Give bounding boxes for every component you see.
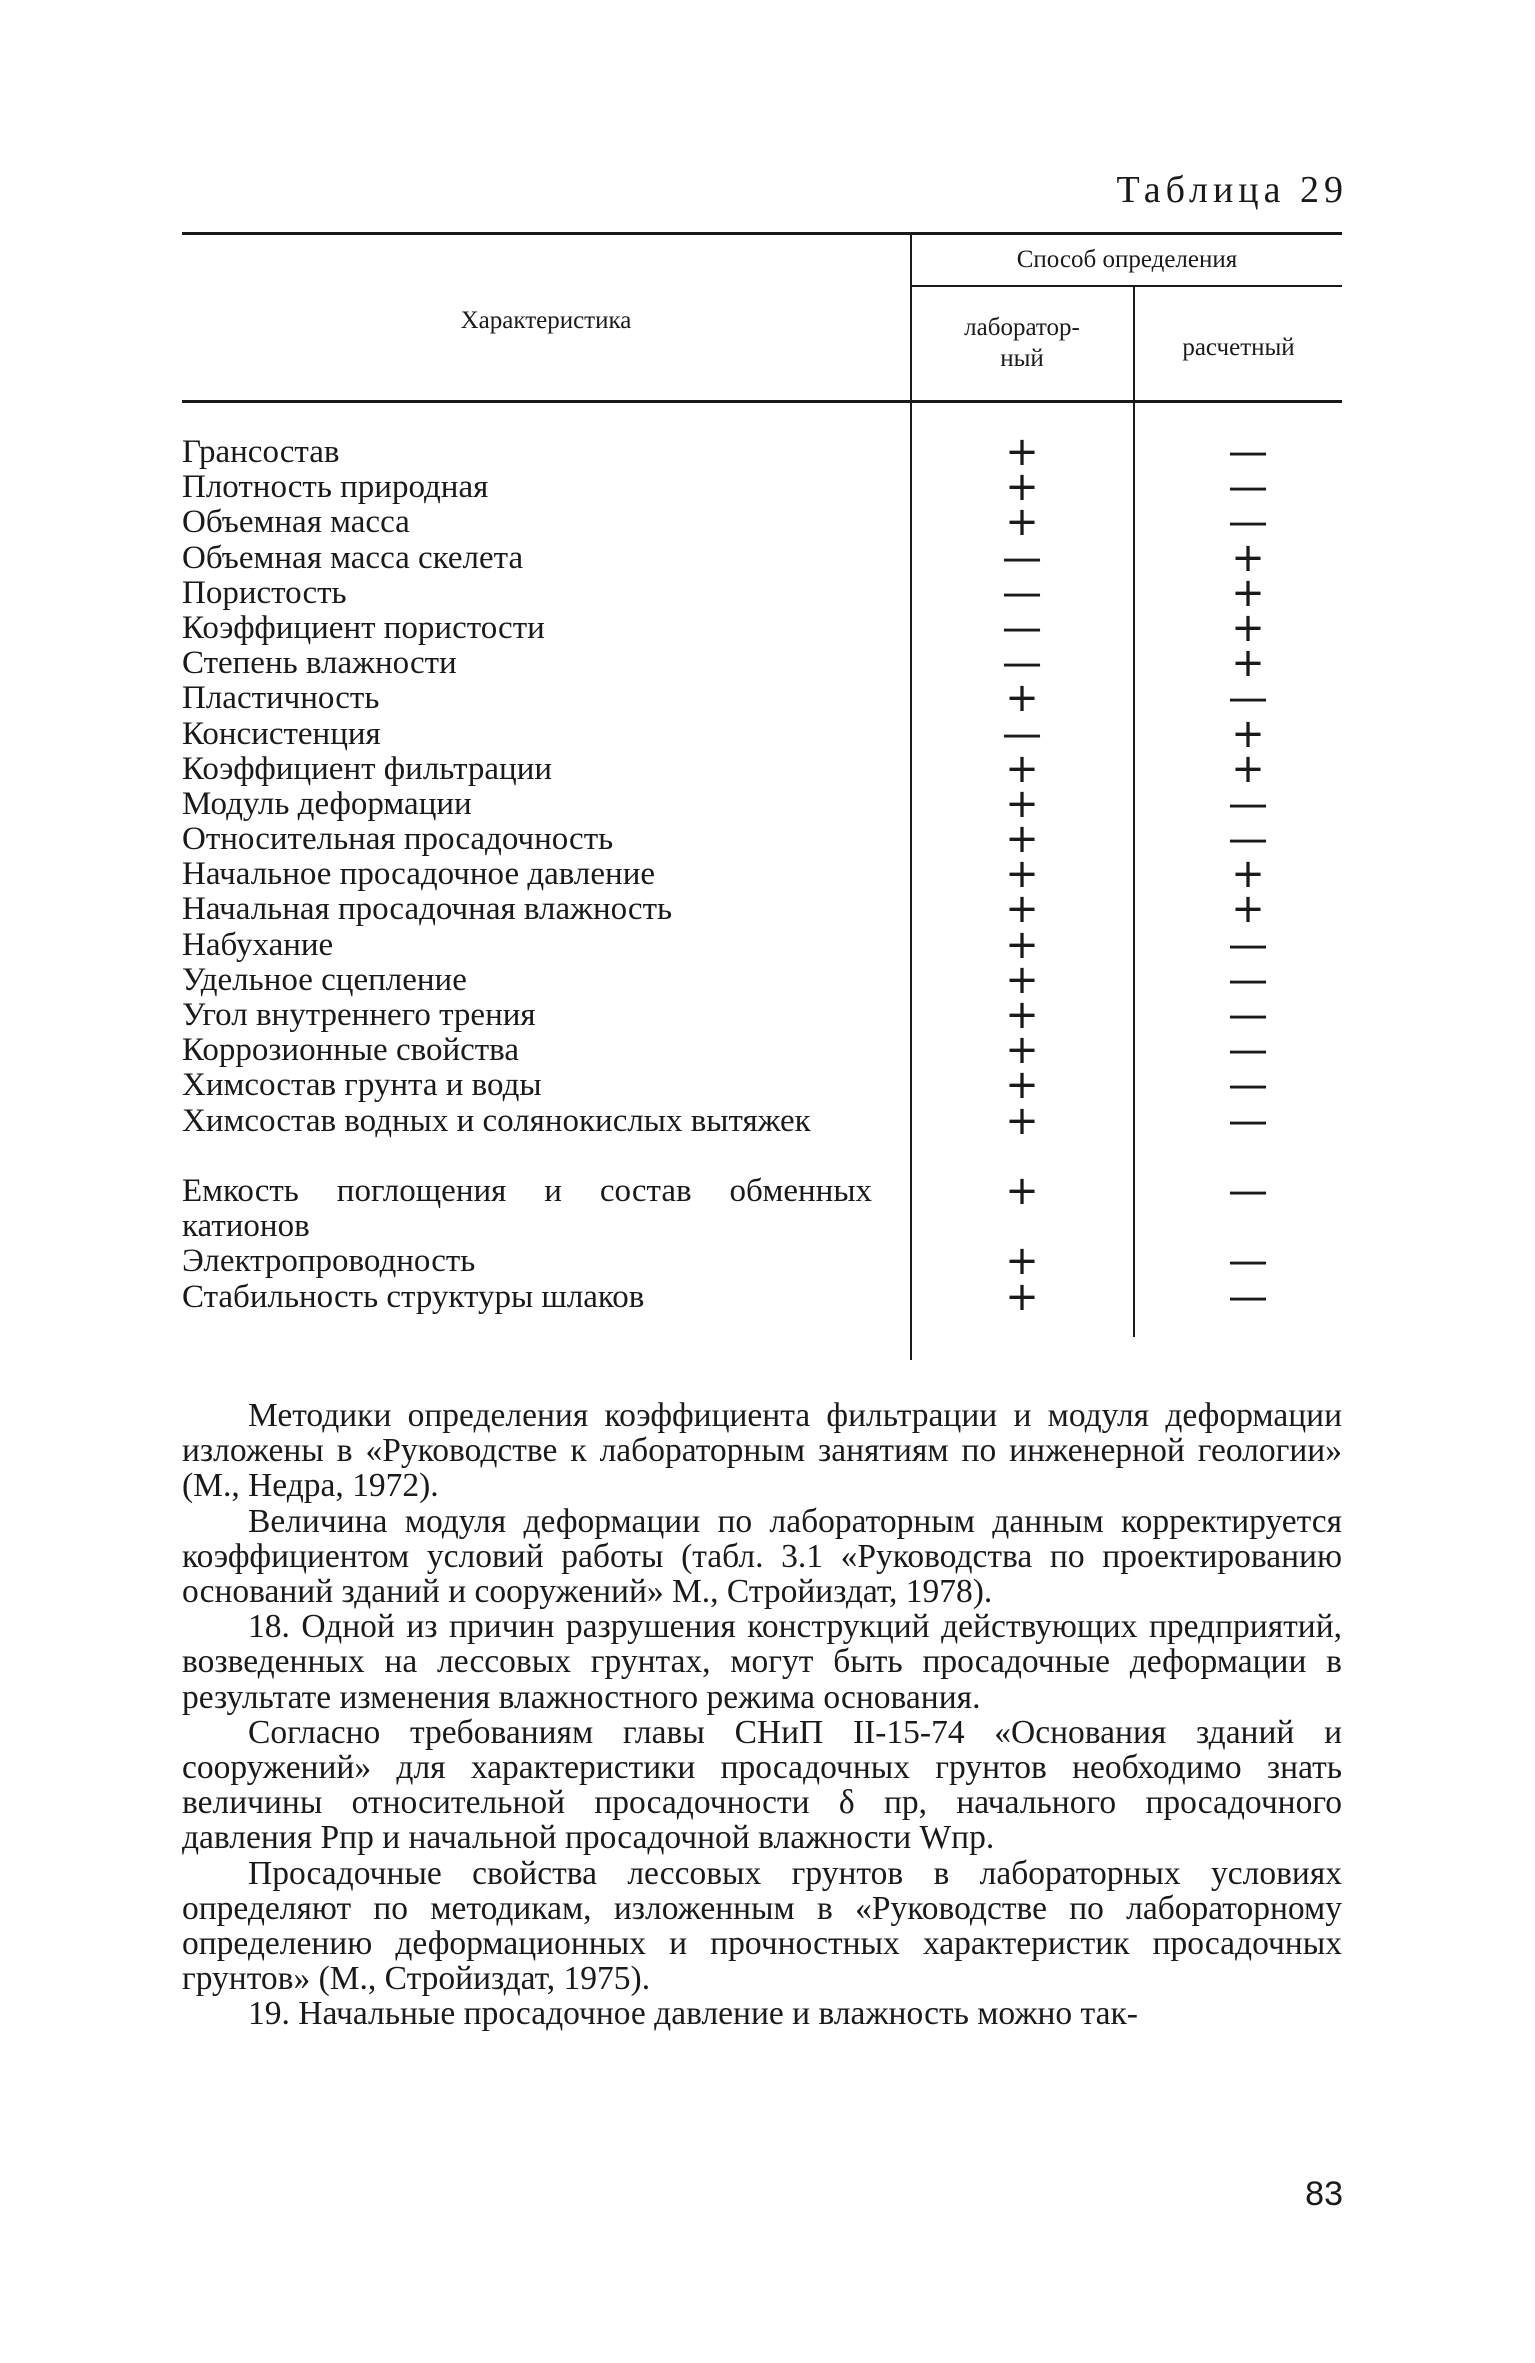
- calc-mark: —: [1228, 1097, 1268, 1144]
- row-name: Набухание: [182, 926, 334, 963]
- table-row: [182, 1027, 1342, 1074]
- table-row: [182, 956, 1342, 1003]
- lab-mark: +: [1005, 1238, 1039, 1285]
- lab-mark: —: [1002, 710, 1042, 757]
- table-row: [182, 745, 1342, 792]
- calc-mark: +: [1231, 640, 1265, 687]
- table-row: [182, 1167, 1342, 1244]
- lab-mark: +: [1005, 886, 1039, 933]
- table-row: [182, 429, 1342, 475]
- header-characteristic: Характеристика: [460, 307, 632, 334]
- calc-mark: —: [1228, 499, 1268, 546]
- calc-mark: +: [1231, 886, 1265, 933]
- lab-mark: +: [1005, 429, 1039, 475]
- row-name: Удельное сцепление: [182, 961, 467, 998]
- table-row: [182, 710, 1342, 757]
- calc-mark: —: [1228, 1027, 1268, 1074]
- calc-mark: —: [1228, 464, 1268, 511]
- lab-mark: —: [1002, 604, 1042, 651]
- row-name: Объемная масса: [182, 504, 410, 541]
- table-row: [182, 1097, 1342, 1174]
- lab-mark: +: [1005, 1027, 1039, 1074]
- lab-mark: +: [1005, 780, 1039, 827]
- lab-mark: +: [1005, 745, 1039, 792]
- header-bottom-rule: [182, 400, 1342, 403]
- calc-mark: —: [1228, 1062, 1268, 1109]
- row-name: Угол внутреннего трения: [182, 997, 536, 1033]
- lab-mark: +: [1005, 816, 1039, 863]
- row-name: Емкость поглощения и состав обменных катионов: [182, 1172, 872, 1244]
- lab-mark: +: [1005, 956, 1039, 1003]
- calc-mark: +: [1231, 745, 1265, 792]
- row-name: Модуль деформации: [182, 785, 472, 822]
- table-row: [182, 604, 1342, 651]
- calc-mark: —: [1228, 816, 1268, 863]
- row-name: Электропроводность: [182, 1243, 476, 1280]
- table-row: [182, 992, 1342, 1038]
- calc-mark: +: [1231, 604, 1265, 651]
- row-name: Степень влажности: [182, 645, 457, 682]
- table-row: [182, 921, 1342, 968]
- row-name: Стабильность структуры шлаков: [182, 1278, 645, 1315]
- paragraph: Просадочные свойства лессовых грунтов в лабораторных условиях определяют по методикам, изложенным в «Руководстве по лабораторному определению деформационных и прочностных характеристик просадочных грунтов» (М., Стройиздат, 1975).: [182, 1854, 1342, 1998]
- table-row: [182, 675, 1342, 722]
- lab-mark: —: [1002, 640, 1042, 687]
- calc-mark: —: [1228, 1273, 1268, 1320]
- lab-mark: +: [1005, 675, 1039, 722]
- calc-mark: —: [1228, 956, 1268, 1003]
- table-row: [182, 816, 1342, 863]
- lab-mark: —: [1002, 534, 1042, 581]
- table-row: [182, 1238, 1342, 1285]
- row-name: Химсостав грунта и воды: [182, 1067, 542, 1104]
- calc-mark: +: [1231, 710, 1265, 757]
- lab-mark: +: [1005, 1097, 1039, 1144]
- header-method: Способ определения: [1016, 246, 1238, 273]
- paragraph: Величина модуля деформации по лабораторным данным корректируется коэффициентом условий работы (табл. 3.1 «Руководства по проектированию оснований зданий и сооружений» М., Стройиздат, 1978).: [182, 1502, 1342, 1611]
- paragraph: Методики определения коэффициента фильтрации и модуля деформации изложены в «Руководстве к лабораторным занятиям по инженерной геологии» (М., Недра, 1972).: [182, 1397, 1342, 1505]
- paragraph: Согласно требованиям главы СНиП II-15-74 «Основания зданий и сооружений» для характеристики просадочных грунтов необходимо знать величины относительной просадочности δ пр, начального просадочного давления Pпр и начальной просадочной влажности Wпр.: [182, 1713, 1342, 1857]
- lab-mark: +: [1005, 1062, 1039, 1109]
- page-number: 83: [1305, 2175, 1343, 2213]
- table-row: [182, 499, 1342, 546]
- table-row: [182, 640, 1342, 687]
- table-caption: Таблица 29: [1116, 169, 1348, 211]
- table-row: [182, 464, 1342, 511]
- header-calculated: расчетный: [1182, 334, 1295, 361]
- table-row: [182, 1273, 1342, 1320]
- calc-mark: —: [1228, 675, 1268, 722]
- table-row: [182, 780, 1342, 827]
- lab-mark: +: [1005, 1167, 1039, 1214]
- lab-mark: —: [1002, 569, 1042, 616]
- row-name: Начальное просадочное давление: [182, 856, 656, 893]
- body-text: [182, 1398, 1342, 2032]
- lab-mark: +: [1005, 851, 1039, 898]
- row-name: Пластичность: [182, 680, 380, 717]
- row-name: Коэффициент пористости: [182, 609, 545, 646]
- calc-mark: —: [1228, 780, 1268, 827]
- row-name: Консистенция: [182, 715, 381, 752]
- row-name: Объемная масса скелета: [182, 539, 524, 576]
- header-laboratory: лаборатор- ный: [964, 314, 1080, 372]
- calc-mark: —: [1228, 429, 1268, 475]
- calc-mark: +: [1231, 851, 1265, 898]
- row-name: Плотность природная: [182, 469, 489, 506]
- calc-mark: —: [1228, 1167, 1268, 1214]
- row-name: Коррозионные свойства: [182, 1032, 519, 1069]
- calc-mark: +: [1231, 569, 1265, 616]
- method-header-rule: [910, 285, 1342, 287]
- table-row: [182, 569, 1342, 616]
- row-name: Относительная просадочность: [182, 821, 614, 858]
- row-name: Грансостав: [182, 434, 340, 470]
- table-row: [182, 534, 1342, 581]
- calc-mark: —: [1228, 1238, 1268, 1285]
- table-top-rule: [182, 232, 1342, 235]
- row-name: Коэффициент фильтрации: [182, 750, 553, 787]
- calc-mark: +: [1231, 534, 1265, 581]
- lab-mark: +: [1005, 499, 1039, 546]
- row-name: Химсостав водных и солянокислых вытяжек: [182, 1102, 811, 1139]
- table-row: [182, 851, 1342, 898]
- table-body: [182, 429, 1342, 1320]
- row-name: Пористость: [182, 574, 347, 611]
- table-row: [182, 1062, 1342, 1109]
- calc-mark: —: [1228, 921, 1268, 968]
- paragraph: 19. Начальные просадочное давление и влажность можно так-: [248, 1995, 1138, 2033]
- table-row: [182, 886, 1342, 933]
- lab-mark: +: [1005, 1273, 1039, 1320]
- paragraph: 18. Одной из причин разрушения конструкций действующих предприятий, возведенных на лессовых грунтах, могут быть просадочные деформации в результате изменения влажностного режима основания.: [182, 1608, 1342, 1716]
- lab-mark: +: [1005, 464, 1039, 511]
- row-name: Начальная просадочная влажность: [182, 891, 673, 928]
- calc-mark: —: [1228, 992, 1268, 1038]
- lab-mark: +: [1005, 921, 1039, 968]
- lab-mark: +: [1005, 992, 1039, 1038]
